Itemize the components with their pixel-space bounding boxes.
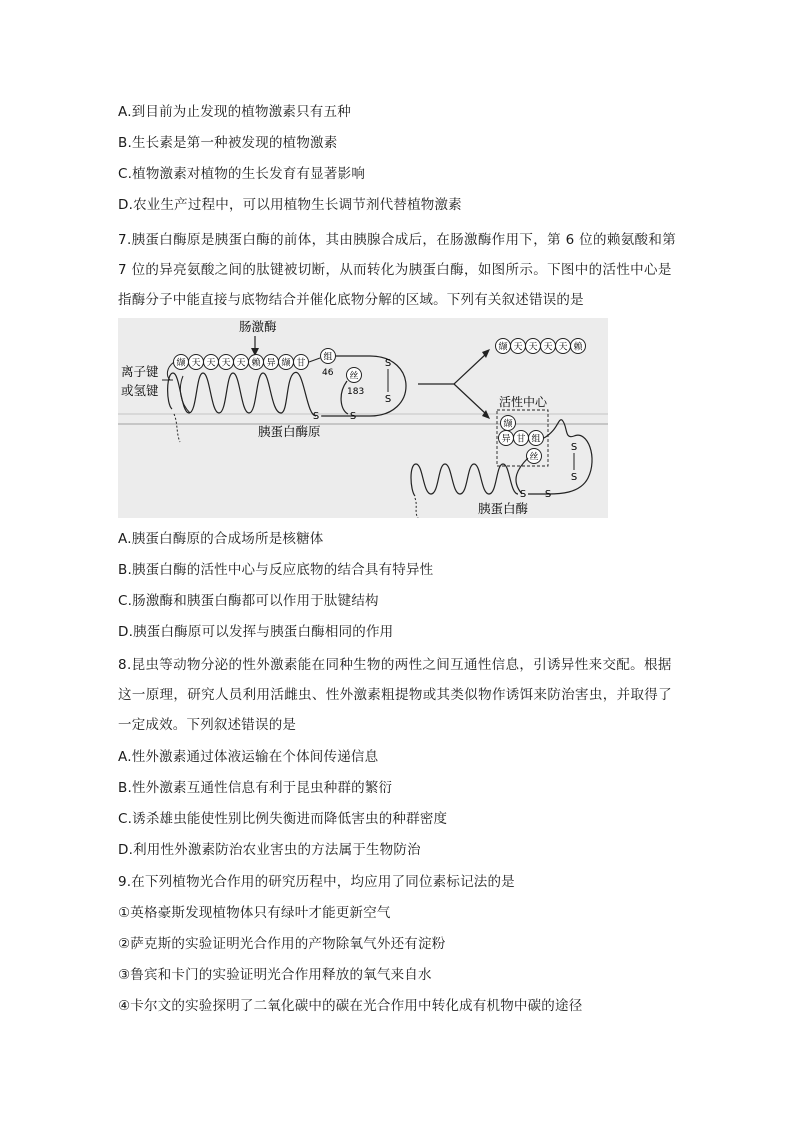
trypsin-label: 胰蛋白酶 bbox=[478, 501, 529, 516]
trypsinogen-activation-figure bbox=[118, 318, 608, 518]
line-c7: C.肠激酶和胰蛋白酶都可以作用于肽键结构 bbox=[118, 593, 379, 609]
svg-text:S: S bbox=[519, 489, 527, 500]
enterokinase-label: 肠激酶 bbox=[239, 319, 277, 334]
line-b6: B.生长素是第一种被发现的植物激素 bbox=[118, 135, 338, 151]
svg-text:S: S bbox=[349, 411, 357, 422]
svg-text:组: 组 bbox=[323, 352, 333, 363]
svg-text:天: 天 bbox=[221, 358, 231, 369]
svg-text:缬: 缬 bbox=[176, 358, 186, 369]
svg-text:甘: 甘 bbox=[296, 358, 306, 369]
line-a6: A.到目前为止发现的植物激素只有五种 bbox=[118, 104, 351, 120]
svg-text:异: 异 bbox=[501, 434, 511, 445]
svg-text:缬: 缬 bbox=[503, 419, 513, 430]
line-d8: D.利用性外激素防治农业害虫的方法属于生物防治 bbox=[118, 842, 421, 858]
svg-text:赖: 赖 bbox=[573, 342, 583, 353]
line-a8: A.性外激素通过体液运输在个体间传递信息 bbox=[118, 749, 379, 765]
svg-text:S: S bbox=[570, 472, 578, 483]
svg-text:S: S bbox=[384, 358, 392, 369]
question-8-line-3: 一定成效。下列叙述错误的是 bbox=[118, 717, 297, 733]
line-b8: B.性外激素互通性信息有利于昆虫种群的繁衍 bbox=[118, 780, 393, 796]
line-d6: D.农业生产过程中，可以用植物生长调节剂代替植物激素 bbox=[118, 197, 462, 213]
question-8-line-1: 8.昆虫等动物分泌的性外激素能在同种生物的两性之间互通性信息，引诱异性来交配。根据 bbox=[118, 657, 672, 673]
item-3: ③鲁宾和卡门的实验证明光合作用释放的氧气来自水 bbox=[118, 967, 432, 983]
svg-text:天: 天 bbox=[236, 358, 246, 369]
svg-text:天: 天 bbox=[206, 358, 216, 369]
question-7-line-2: 7 位的异亮氨酸之间的肽键被切断，从而转化为胰蛋白酶，如图所示。下图中的活性中心是 bbox=[118, 262, 672, 278]
svg-text:组: 组 bbox=[531, 434, 541, 445]
line-c8: C.诱杀雄虫能使性别比例失衡进而降低害虫的种群密度 bbox=[118, 811, 448, 827]
trypsinogen-label: 胰蛋白酶原 bbox=[258, 424, 321, 439]
line-c6: C.植物激素对植物的生长发育有显著影响 bbox=[118, 166, 366, 182]
question-8-line-2: 这一原理，研究人员利用活雌虫、性外激素粗提物或其类似物作诱饵来防治害虫，并取得了 bbox=[118, 687, 672, 703]
svg-text:赖: 赖 bbox=[251, 358, 261, 369]
svg-text:甘: 甘 bbox=[516, 434, 526, 445]
residue-183-label: 183 bbox=[347, 387, 365, 397]
svg-text:天: 天 bbox=[191, 358, 201, 369]
svg-text:S: S bbox=[544, 489, 552, 500]
question-7-line-3: 指酶分子中能直接与底物结合并催化底物分解的区域。下列有关叙述错误的是 bbox=[118, 292, 584, 308]
svg-text:S: S bbox=[384, 394, 392, 405]
serine-183-residue: 丝 bbox=[349, 371, 359, 382]
question-7-line-1: 7.胰蛋白酶原是胰蛋白酶的前体，其由胰腺合成后，在肠激酶作用下，第 6 位的赖氨酸和第 bbox=[118, 232, 677, 248]
ionic-bond-label-line1: 离子键 bbox=[121, 364, 159, 379]
svg-text:天: 天 bbox=[513, 342, 523, 353]
active-center-label: 活性中心 bbox=[499, 395, 548, 409]
svg-text:丝: 丝 bbox=[529, 452, 539, 463]
line-d7: D.胰蛋白酶原可以发挥与胰蛋白酶相同的作用 bbox=[118, 624, 394, 640]
line-b7: B.胰蛋白酶的活性中心与反应底物的结合具有特异性 bbox=[118, 562, 434, 578]
svg-text:天: 天 bbox=[558, 342, 568, 353]
svg-text:缬: 缬 bbox=[281, 358, 291, 369]
line-a7: A.胰蛋白酶原的合成场所是核糖体 bbox=[118, 531, 324, 547]
svg-text:异: 异 bbox=[266, 358, 276, 369]
svg-text:S: S bbox=[570, 442, 578, 453]
item-1: ①英格豪斯发现植物体只有绿叶才能更新空气 bbox=[118, 905, 391, 921]
item-4: ④卡尔文的实验探明了二氧化碳中的碳在光合作用中转化成有机物中碳的途径 bbox=[118, 998, 583, 1014]
question-9-stem: 9.在下列植物光合作用的研究历程中，均应用了同位素标记法的是 bbox=[118, 874, 515, 890]
residue-46-label: 46 bbox=[322, 368, 334, 378]
svg-text:天: 天 bbox=[543, 342, 553, 353]
svg-text:天: 天 bbox=[528, 342, 538, 353]
ionic-bond-label-line2: 或氢键 bbox=[121, 383, 159, 398]
svg-text:缬: 缬 bbox=[498, 342, 508, 353]
svg-text:S: S bbox=[312, 411, 320, 422]
item-2: ②萨克斯的实验证明光合作用的产物除氧气外还有淀粉 bbox=[118, 936, 446, 952]
